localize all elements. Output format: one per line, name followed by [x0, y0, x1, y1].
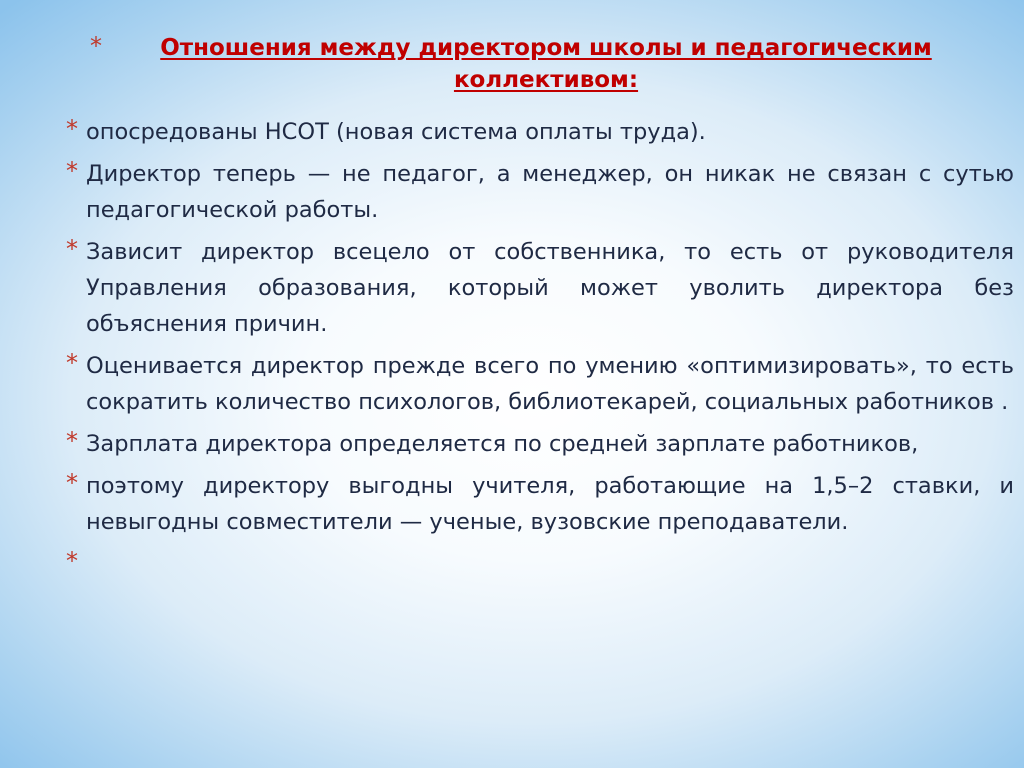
- bullet-star-icon: *: [66, 469, 78, 497]
- bullet-star-icon: *: [66, 427, 78, 455]
- list-item: [66, 114, 1014, 150]
- slide-title-text: Отношения между директором школы и педагогическим коллективом:: [160, 35, 932, 93]
- bullet-star-icon: *: [66, 157, 78, 185]
- title-bullet-icon: *: [90, 32, 102, 60]
- list-item-text: Зависит директор всецело от собственника, то есть от руководителя Управления образования, который может уволить директора без объяснения причин.: [86, 239, 1014, 337]
- slide-title: [90, 32, 996, 96]
- list-item-text: опосредованы НСОТ (новая система оплаты труда).: [86, 119, 706, 145]
- bullet-star-icon: *: [66, 349, 78, 377]
- list-item-text: Директор теперь — не педагог, а менеджер, он никак не связан с сутью педагогической работы.: [86, 161, 1014, 223]
- list-item-text: поэтому директору выгодны учителя, работающие на 1,5–2 ставки, и невыгодны совместители — ученые, вузовские преподаватели.: [86, 473, 1014, 535]
- list-item-text: Оценивается директор прежде всего по умению «оптимизировать», то есть сократить количество психологов, библиотекарей, социальных работников .: [86, 353, 1014, 415]
- list-item: [66, 426, 1014, 462]
- list-item-text: Зарплата директора определяется по средней зарплате работников,: [86, 431, 919, 457]
- list-item: [66, 348, 1014, 420]
- list-item: [66, 234, 1014, 342]
- bullet-star-icon: *: [66, 547, 78, 575]
- list-item: [66, 468, 1014, 540]
- bullet-star-icon: *: [66, 115, 78, 143]
- bullet-star-icon: *: [66, 235, 78, 263]
- list-item: [66, 156, 1014, 228]
- bullet-list: [66, 114, 1014, 575]
